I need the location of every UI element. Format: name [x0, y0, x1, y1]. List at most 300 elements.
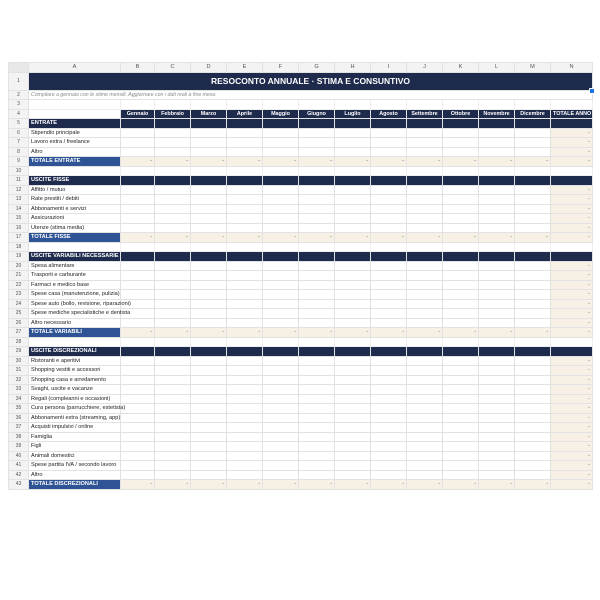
month-value-cell[interactable] [263, 432, 299, 442]
month-value-cell[interactable] [263, 461, 299, 471]
month-value-cell[interactable] [515, 128, 551, 138]
month-value-cell[interactable] [155, 423, 191, 433]
total-value-cell[interactable]: - [299, 480, 335, 490]
month-value-cell[interactable] [335, 413, 371, 423]
grand-total-cell[interactable]: - [551, 480, 593, 490]
month-value-cell[interactable] [227, 461, 263, 471]
month-value-cell[interactable] [121, 138, 155, 148]
month-value-cell[interactable] [263, 299, 299, 309]
total-value-cell[interactable]: - [407, 480, 443, 490]
month-value-cell[interactable] [443, 280, 479, 290]
month-value-cell[interactable] [121, 195, 155, 205]
month-value-cell[interactable] [407, 290, 443, 300]
empty-cell[interactable] [121, 100, 155, 110]
column-header-b[interactable]: B [121, 63, 155, 73]
month-value-cell[interactable] [227, 309, 263, 319]
month-value-cell[interactable] [371, 451, 407, 461]
item-label[interactable]: Ristoranti e aperitivi [29, 356, 121, 366]
row-total-cell[interactable]: - [551, 394, 593, 404]
month-value-cell[interactable] [479, 442, 515, 452]
section-header-fill[interactable] [371, 347, 407, 357]
month-value-cell[interactable] [407, 128, 443, 138]
month-value-cell[interactable] [335, 280, 371, 290]
empty-cell[interactable] [515, 242, 551, 252]
month-value-cell[interactable] [443, 375, 479, 385]
month-value-cell[interactable] [299, 318, 335, 328]
section-header-fill[interactable] [479, 252, 515, 262]
section-header-fill[interactable] [479, 176, 515, 186]
item-label[interactable]: Animali domestici [29, 451, 121, 461]
sheet-title[interactable]: RESOCONTO ANNUALE · STIMA E CONSUNTIVO [29, 72, 593, 90]
month-value-cell[interactable] [443, 442, 479, 452]
month-value-cell[interactable] [121, 214, 155, 224]
month-value-cell[interactable] [479, 461, 515, 471]
month-value-cell[interactable] [121, 385, 155, 395]
month-value-cell[interactable] [407, 195, 443, 205]
month-value-cell[interactable] [191, 366, 227, 376]
month-value-cell[interactable] [479, 223, 515, 233]
month-value-cell[interactable] [121, 366, 155, 376]
row-total-cell[interactable]: - [551, 290, 593, 300]
month-value-cell[interactable] [227, 394, 263, 404]
month-value-cell[interactable] [121, 185, 155, 195]
section-header-fill[interactable] [263, 119, 299, 129]
section-header-fill[interactable] [335, 119, 371, 129]
month-value-cell[interactable] [515, 147, 551, 157]
month-value-cell[interactable] [515, 461, 551, 471]
month-value-cell[interactable] [515, 356, 551, 366]
month-value-cell[interactable] [191, 470, 227, 480]
month-value-cell[interactable] [371, 442, 407, 452]
month-value-cell[interactable] [299, 290, 335, 300]
month-value-cell[interactable] [407, 309, 443, 319]
month-value-cell[interactable] [335, 204, 371, 214]
empty-cell[interactable] [29, 166, 121, 176]
month-value-cell[interactable] [515, 442, 551, 452]
total-value-cell[interactable]: - [299, 233, 335, 243]
total-value-cell[interactable]: - [191, 233, 227, 243]
month-value-cell[interactable] [515, 394, 551, 404]
month-value-cell[interactable] [263, 147, 299, 157]
item-label[interactable]: Svaghi, uscite e vacanze [29, 385, 121, 395]
empty-cell[interactable] [263, 337, 299, 347]
month-value-cell[interactable] [479, 404, 515, 414]
month-value-cell[interactable] [335, 195, 371, 205]
month-value-cell[interactable] [299, 223, 335, 233]
item-label[interactable]: Abbonamenti extra (streaming, app) [29, 413, 121, 423]
total-value-cell[interactable]: - [227, 233, 263, 243]
month-value-cell[interactable] [155, 432, 191, 442]
month-value-cell[interactable] [155, 309, 191, 319]
month-value-cell[interactable] [121, 394, 155, 404]
section-header-fill[interactable] [443, 347, 479, 357]
empty-cell[interactable] [479, 166, 515, 176]
item-label[interactable]: Stipendio principale [29, 128, 121, 138]
month-value-cell[interactable] [371, 318, 407, 328]
month-value-cell[interactable] [121, 280, 155, 290]
month-value-cell[interactable] [191, 299, 227, 309]
section-header-fill[interactable] [155, 176, 191, 186]
section-header-fill[interactable] [121, 347, 155, 357]
empty-cell[interactable] [227, 337, 263, 347]
column-header-j[interactable]: J [407, 63, 443, 73]
section-header-fill[interactable] [299, 252, 335, 262]
month-value-cell[interactable] [407, 451, 443, 461]
column-header-h[interactable]: H [335, 63, 371, 73]
month-value-cell[interactable] [227, 223, 263, 233]
month-value-cell[interactable] [121, 223, 155, 233]
month-value-cell[interactable] [443, 185, 479, 195]
month-value-cell[interactable] [407, 280, 443, 290]
month-value-cell[interactable] [371, 261, 407, 271]
empty-cell[interactable] [515, 100, 551, 110]
section-header-fill[interactable] [407, 347, 443, 357]
month-value-cell[interactable] [227, 128, 263, 138]
section-header-fill[interactable] [263, 347, 299, 357]
row-number[interactable]: 38 [9, 432, 29, 442]
section-header-fill[interactable] [479, 347, 515, 357]
month-value-cell[interactable] [407, 423, 443, 433]
section-header-fill[interactable] [551, 176, 593, 186]
row-total-cell[interactable]: - [551, 309, 593, 319]
month-value-cell[interactable] [515, 214, 551, 224]
total-label[interactable]: TOTALE DISCREZIONALI [29, 480, 121, 490]
month-value-cell[interactable] [155, 128, 191, 138]
month-value-cell[interactable] [515, 318, 551, 328]
total-value-cell[interactable]: - [515, 328, 551, 338]
empty-cell[interactable] [29, 337, 121, 347]
month-value-cell[interactable] [479, 413, 515, 423]
month-value-cell[interactable] [299, 147, 335, 157]
empty-cell[interactable] [443, 337, 479, 347]
item-label[interactable]: Lavoro extra / freelance [29, 138, 121, 148]
month-value-cell[interactable] [155, 442, 191, 452]
month-value-cell[interactable] [479, 375, 515, 385]
empty-cell[interactable] [335, 337, 371, 347]
row-number[interactable]: 42 [9, 470, 29, 480]
total-value-cell[interactable]: - [155, 480, 191, 490]
month-value-cell[interactable] [227, 318, 263, 328]
grand-total-cell[interactable]: - [551, 328, 593, 338]
month-value-cell[interactable] [371, 271, 407, 281]
month-value-cell[interactable] [371, 214, 407, 224]
month-value-cell[interactable] [299, 185, 335, 195]
section-header-fill[interactable] [371, 176, 407, 186]
month-value-cell[interactable] [443, 404, 479, 414]
section-header-fill[interactable] [299, 119, 335, 129]
empty-cell[interactable] [155, 337, 191, 347]
month-value-cell[interactable] [299, 195, 335, 205]
row-number[interactable]: 28 [9, 337, 29, 347]
row-number[interactable]: 10 [9, 166, 29, 176]
month-value-cell[interactable] [443, 214, 479, 224]
total-value-cell[interactable]: - [407, 233, 443, 243]
month-value-cell[interactable] [335, 404, 371, 414]
row-total-cell[interactable]: - [551, 147, 593, 157]
month-value-cell[interactable] [191, 223, 227, 233]
month-value-cell[interactable] [299, 394, 335, 404]
row-number[interactable]: 41 [9, 461, 29, 471]
month-value-cell[interactable] [263, 128, 299, 138]
month-value-cell[interactable] [191, 442, 227, 452]
month-value-cell[interactable] [227, 261, 263, 271]
month-value-cell[interactable] [335, 318, 371, 328]
month-value-cell[interactable] [227, 280, 263, 290]
month-value-cell[interactable] [371, 394, 407, 404]
month-value-cell[interactable] [371, 366, 407, 376]
month-value-cell[interactable] [191, 432, 227, 442]
month-value-cell[interactable] [515, 195, 551, 205]
row-total-cell[interactable]: - [551, 461, 593, 471]
section-header-fill[interactable] [515, 252, 551, 262]
section-header-fill[interactable] [551, 252, 593, 262]
month-value-cell[interactable] [371, 185, 407, 195]
total-value-cell[interactable]: - [335, 233, 371, 243]
month-value-cell[interactable] [263, 375, 299, 385]
month-value-cell[interactable] [335, 309, 371, 319]
section-header-fill[interactable] [299, 347, 335, 357]
month-value-cell[interactable] [371, 385, 407, 395]
row-number[interactable]: 14 [9, 204, 29, 214]
month-value-cell[interactable] [299, 204, 335, 214]
month-value-cell[interactable] [371, 128, 407, 138]
month-value-cell[interactable] [191, 461, 227, 471]
month-value-cell[interactable] [299, 299, 335, 309]
month-value-cell[interactable] [155, 404, 191, 414]
select-all-corner[interactable] [9, 63, 29, 73]
month-header[interactable]: Dicembre [515, 109, 551, 119]
month-value-cell[interactable] [263, 290, 299, 300]
section-header[interactable]: USCITE DISCREZIONALI [29, 347, 121, 357]
empty-cell[interactable] [407, 100, 443, 110]
empty-cell[interactable] [155, 166, 191, 176]
month-value-cell[interactable] [299, 375, 335, 385]
row-total-cell[interactable]: - [551, 423, 593, 433]
item-label[interactable]: Famiglia [29, 432, 121, 442]
row-number[interactable]: 3 [9, 100, 29, 110]
empty-cell[interactable] [299, 100, 335, 110]
section-header-fill[interactable] [121, 176, 155, 186]
month-value-cell[interactable] [121, 271, 155, 281]
item-label[interactable]: Regali (compleanni e occasioni) [29, 394, 121, 404]
row-total-cell[interactable]: - [551, 214, 593, 224]
item-label[interactable]: Spesa alimentare [29, 261, 121, 271]
month-value-cell[interactable] [515, 309, 551, 319]
empty-cell[interactable] [515, 337, 551, 347]
column-header-g[interactable]: G [299, 63, 335, 73]
section-header-fill[interactable] [371, 252, 407, 262]
empty-cell[interactable] [121, 242, 155, 252]
month-value-cell[interactable] [371, 280, 407, 290]
section-header-fill[interactable] [443, 252, 479, 262]
month-value-cell[interactable] [371, 356, 407, 366]
row-number[interactable]: 27 [9, 328, 29, 338]
section-header-fill[interactable] [515, 347, 551, 357]
empty-cell[interactable] [515, 166, 551, 176]
month-value-cell[interactable] [407, 413, 443, 423]
month-value-cell[interactable] [407, 356, 443, 366]
empty-cell[interactable] [29, 242, 121, 252]
section-header-fill[interactable] [335, 252, 371, 262]
spreadsheet-grid[interactable] [8, 62, 592, 490]
section-header-fill[interactable] [515, 119, 551, 129]
empty-cell[interactable] [407, 166, 443, 176]
month-value-cell[interactable] [443, 366, 479, 376]
item-label[interactable]: Altro necessario [29, 318, 121, 328]
empty-cell[interactable] [227, 100, 263, 110]
month-value-cell[interactable] [371, 204, 407, 214]
total-value-cell[interactable]: - [443, 328, 479, 338]
month-value-cell[interactable] [155, 261, 191, 271]
empty-cell[interactable] [335, 100, 371, 110]
empty-cell[interactable] [371, 100, 407, 110]
row-number[interactable]: 22 [9, 280, 29, 290]
month-value-cell[interactable] [515, 375, 551, 385]
month-value-cell[interactable] [371, 147, 407, 157]
row-number[interactable]: 15 [9, 214, 29, 224]
month-value-cell[interactable] [263, 195, 299, 205]
month-value-cell[interactable] [263, 451, 299, 461]
month-value-cell[interactable] [515, 404, 551, 414]
month-header[interactable]: Settembre [407, 109, 443, 119]
month-value-cell[interactable] [191, 309, 227, 319]
month-value-cell[interactable] [479, 318, 515, 328]
row-number[interactable]: 40 [9, 451, 29, 461]
empty-cell[interactable] [551, 100, 593, 110]
total-value-cell[interactable]: - [371, 157, 407, 167]
item-label[interactable]: Spese mediche specialistiche e dentista [29, 309, 121, 319]
month-value-cell[interactable] [443, 394, 479, 404]
row-number[interactable]: 26 [9, 318, 29, 328]
month-value-cell[interactable] [515, 271, 551, 281]
row-total-cell[interactable]: - [551, 128, 593, 138]
month-value-cell[interactable] [407, 261, 443, 271]
month-value-cell[interactable] [479, 470, 515, 480]
month-value-cell[interactable] [121, 356, 155, 366]
month-value-cell[interactable] [443, 413, 479, 423]
month-value-cell[interactable] [479, 128, 515, 138]
month-value-cell[interactable] [227, 214, 263, 224]
total-value-cell[interactable]: - [227, 328, 263, 338]
month-value-cell[interactable] [407, 318, 443, 328]
total-value-cell[interactable]: - [191, 157, 227, 167]
month-value-cell[interactable] [479, 423, 515, 433]
section-header-fill[interactable] [121, 119, 155, 129]
month-value-cell[interactable] [479, 299, 515, 309]
total-value-cell[interactable]: - [371, 328, 407, 338]
month-value-cell[interactable] [155, 451, 191, 461]
section-header-fill[interactable] [227, 252, 263, 262]
total-value-cell[interactable]: - [155, 328, 191, 338]
total-value-cell[interactable]: - [515, 157, 551, 167]
month-value-cell[interactable] [191, 318, 227, 328]
empty-cell[interactable] [191, 166, 227, 176]
item-label[interactable]: Utenze (stima media) [29, 223, 121, 233]
item-label[interactable]: Spese auto (bollo, revisione, riparazioni) [29, 299, 121, 309]
month-value-cell[interactable] [443, 461, 479, 471]
item-label[interactable]: Abbonamenti e servizi [29, 204, 121, 214]
month-value-cell[interactable] [121, 261, 155, 271]
month-value-cell[interactable] [479, 309, 515, 319]
month-value-cell[interactable] [443, 423, 479, 433]
month-value-cell[interactable] [515, 261, 551, 271]
row-number[interactable]: 33 [9, 385, 29, 395]
month-value-cell[interactable] [191, 185, 227, 195]
row-total-cell[interactable]: - [551, 451, 593, 461]
month-value-cell[interactable] [263, 261, 299, 271]
month-value-cell[interactable] [371, 404, 407, 414]
month-value-cell[interactable] [299, 413, 335, 423]
month-value-cell[interactable] [263, 442, 299, 452]
month-value-cell[interactable] [191, 204, 227, 214]
section-header-fill[interactable] [155, 252, 191, 262]
empty-cell[interactable] [443, 242, 479, 252]
total-value-cell[interactable]: - [479, 328, 515, 338]
month-value-cell[interactable] [371, 309, 407, 319]
row-total-cell[interactable]: - [551, 223, 593, 233]
month-value-cell[interactable] [371, 223, 407, 233]
month-value-cell[interactable] [155, 214, 191, 224]
column-header-i[interactable]: I [371, 63, 407, 73]
empty-cell[interactable] [191, 242, 227, 252]
month-header[interactable]: Febbraio [155, 109, 191, 119]
month-value-cell[interactable] [479, 432, 515, 442]
month-value-cell[interactable] [227, 147, 263, 157]
row-number[interactable]: 17 [9, 233, 29, 243]
month-value-cell[interactable] [479, 366, 515, 376]
month-value-cell[interactable] [263, 366, 299, 376]
month-value-cell[interactable] [443, 223, 479, 233]
total-label[interactable]: TOTALE ENTRATE [29, 157, 121, 167]
month-value-cell[interactable] [335, 356, 371, 366]
empty-cell[interactable] [263, 166, 299, 176]
month-value-cell[interactable] [227, 356, 263, 366]
month-header[interactable]: Gennaio [121, 109, 155, 119]
row-total-cell[interactable]: - [551, 375, 593, 385]
month-value-cell[interactable] [407, 214, 443, 224]
row-number[interactable]: 6 [9, 128, 29, 138]
column-header-m[interactable]: M [515, 63, 551, 73]
month-value-cell[interactable] [155, 223, 191, 233]
month-header[interactable]: Aprile [227, 109, 263, 119]
month-value-cell[interactable] [299, 470, 335, 480]
month-value-cell[interactable] [191, 261, 227, 271]
month-value-cell[interactable] [371, 138, 407, 148]
row-total-cell[interactable]: - [551, 271, 593, 281]
month-value-cell[interactable] [335, 432, 371, 442]
row-number[interactable]: 43 [9, 480, 29, 490]
empty-cell[interactable] [551, 337, 593, 347]
month-header[interactable]: Ottobre [443, 109, 479, 119]
section-header-fill[interactable] [335, 176, 371, 186]
total-value-cell[interactable]: - [407, 328, 443, 338]
month-value-cell[interactable] [121, 147, 155, 157]
month-value-cell[interactable] [479, 214, 515, 224]
section-header[interactable]: USCITE VARIABILI NECESSARIE [29, 252, 121, 262]
month-value-cell[interactable] [407, 299, 443, 309]
section-header-fill[interactable] [121, 252, 155, 262]
month-value-cell[interactable] [227, 451, 263, 461]
section-header-fill[interactable] [515, 176, 551, 186]
month-value-cell[interactable] [263, 404, 299, 414]
month-header[interactable]: Giugno [299, 109, 335, 119]
row-number[interactable]: 25 [9, 309, 29, 319]
month-value-cell[interactable] [155, 461, 191, 471]
month-value-cell[interactable] [191, 271, 227, 281]
row-total-cell[interactable]: - [551, 413, 593, 423]
month-value-cell[interactable] [335, 271, 371, 281]
row-number[interactable]: 12 [9, 185, 29, 195]
